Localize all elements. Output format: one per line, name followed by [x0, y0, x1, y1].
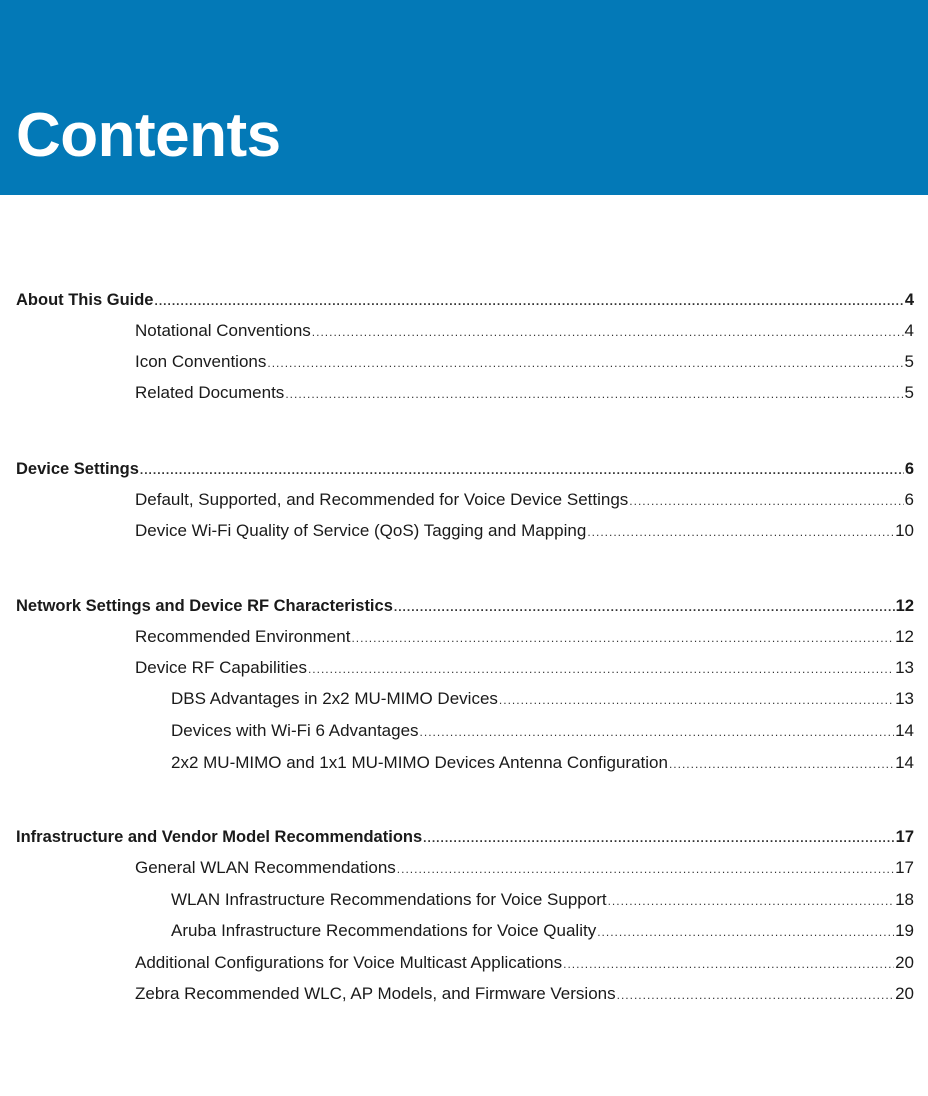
- toc-entry-page: 5: [904, 383, 914, 402]
- header-banner: [0, 0, 928, 195]
- toc-entry-page: 6: [904, 490, 914, 509]
- toc-section-default-supported-recommended[interactable]: [135, 489, 914, 511]
- toc-dot-leader: [155, 290, 904, 312]
- toc-entry-page: 4: [904, 291, 914, 309]
- toc-entry-title: Aruba Infrastructure Recommendations for Voice Quality: [171, 921, 597, 940]
- toc-chapter-device-settings[interactable]: [16, 458, 914, 480]
- toc-entry-title: Default, Supported, and Recommended for Voice Device Settings: [135, 490, 629, 509]
- toc-entry-page: 20: [895, 984, 914, 1003]
- toc-chapter-network-settings[interactable]: [16, 595, 914, 617]
- toc-dot-leader: [285, 383, 903, 405]
- toc-entry-title: Device RF Capabilities: [135, 658, 307, 677]
- toc-entry-title: Device Settings: [16, 460, 139, 478]
- toc-section-device-rf-capabilities[interactable]: [135, 657, 914, 679]
- toc-dot-leader: [608, 890, 894, 912]
- toc-entry-title: Devices with Wi-Fi 6 Advantages: [171, 721, 419, 740]
- toc-entry-page: 10: [895, 521, 914, 540]
- toc-dot-leader: [420, 721, 895, 743]
- toc-section-qos-tagging[interactable]: [135, 520, 914, 542]
- toc-section-zebra-recommended-models[interactable]: [135, 983, 914, 1005]
- toc-dot-leader: [397, 858, 894, 880]
- toc-dot-leader: [597, 921, 894, 943]
- toc-entry-title: Icon Conventions: [135, 352, 267, 371]
- toc-entry-page: 14: [895, 721, 914, 740]
- toc-dot-leader: [394, 596, 895, 618]
- toc-entry-page: 14: [895, 753, 914, 772]
- toc-subsection-wifi6-advantages[interactable]: [171, 720, 914, 742]
- toc-entry-title: Zebra Recommended WLC, AP Models, and Firmware Versions: [135, 984, 616, 1003]
- toc-entry-title: About This Guide: [16, 291, 154, 309]
- toc-entry-page: 17: [895, 828, 914, 846]
- toc-entry-page: 20: [895, 953, 914, 972]
- toc-dot-leader: [308, 658, 894, 680]
- toc-entry-page: 18: [895, 890, 914, 909]
- toc-dot-leader: [617, 984, 894, 1006]
- toc-entry-page: 13: [895, 658, 914, 677]
- toc-entry-page: 5: [904, 352, 914, 371]
- toc-subsection-wlan-voice-support[interactable]: [171, 889, 914, 911]
- toc-chapter-about-this-guide[interactable]: [16, 289, 914, 311]
- toc-dot-leader: [669, 753, 894, 775]
- toc-entry-page: 13: [895, 689, 914, 708]
- toc-entry-title: Additional Configurations for Voice Multicast Applications: [135, 953, 563, 972]
- toc-chapter-infrastructure[interactable]: [16, 826, 914, 848]
- toc-entry-title: DBS Advantages in 2x2 MU-MIMO Devices: [171, 689, 498, 708]
- toc-dot-leader: [563, 953, 894, 975]
- toc-subsection-dbs-advantages[interactable]: [171, 688, 914, 710]
- toc-dot-leader: [267, 352, 903, 374]
- toc-entry-title: Related Documents: [135, 383, 285, 402]
- toc-dot-leader: [499, 689, 894, 711]
- toc-entry-title: Infrastructure and Vendor Model Recommendations: [16, 828, 423, 846]
- toc-entry-page: 6: [904, 460, 914, 478]
- toc-dot-leader: [629, 490, 903, 512]
- toc-section-voice-multicast[interactable]: [135, 952, 914, 974]
- toc-entry-title: Device Wi-Fi Quality of Service (QoS) Tagging and Mapping: [135, 521, 587, 540]
- toc-dot-leader: [312, 321, 904, 343]
- toc-entry-title: Network Settings and Device RF Characteristics: [16, 597, 393, 615]
- toc-dot-leader: [587, 521, 894, 543]
- toc-section-notational-conventions[interactable]: [135, 320, 914, 342]
- toc-entry-page: 12: [895, 597, 914, 615]
- toc-dot-leader: [351, 627, 894, 649]
- toc-section-icon-conventions[interactable]: [135, 351, 914, 373]
- toc-entry-page: 19: [895, 921, 914, 940]
- toc-entry-page: 4: [904, 321, 914, 340]
- toc-entry-title: General WLAN Recommendations: [135, 858, 396, 877]
- toc-entry-page: 17: [895, 858, 914, 877]
- toc-entry-title: Recommended Environment: [135, 627, 351, 646]
- toc-section-related-documents[interactable]: [135, 382, 914, 404]
- toc-subsection-antenna-configuration[interactable]: [171, 752, 914, 774]
- toc-entry-title: 2x2 MU-MIMO and 1x1 MU-MIMO Devices Antenna Configuration: [171, 753, 668, 772]
- toc-section-general-wlan[interactable]: [135, 857, 914, 879]
- toc-section-recommended-environment[interactable]: [135, 626, 914, 648]
- page-title: Contents: [16, 101, 281, 170]
- toc-dot-leader: [140, 459, 904, 481]
- toc-entry-page: 12: [895, 627, 914, 646]
- toc-entry-title: WLAN Infrastructure Recommendations for Voice Support: [171, 890, 607, 909]
- toc-entry-title: Notational Conventions: [135, 321, 311, 340]
- toc-subsection-aruba-voice-quality[interactable]: [171, 920, 914, 942]
- toc-dot-leader: [423, 827, 894, 849]
